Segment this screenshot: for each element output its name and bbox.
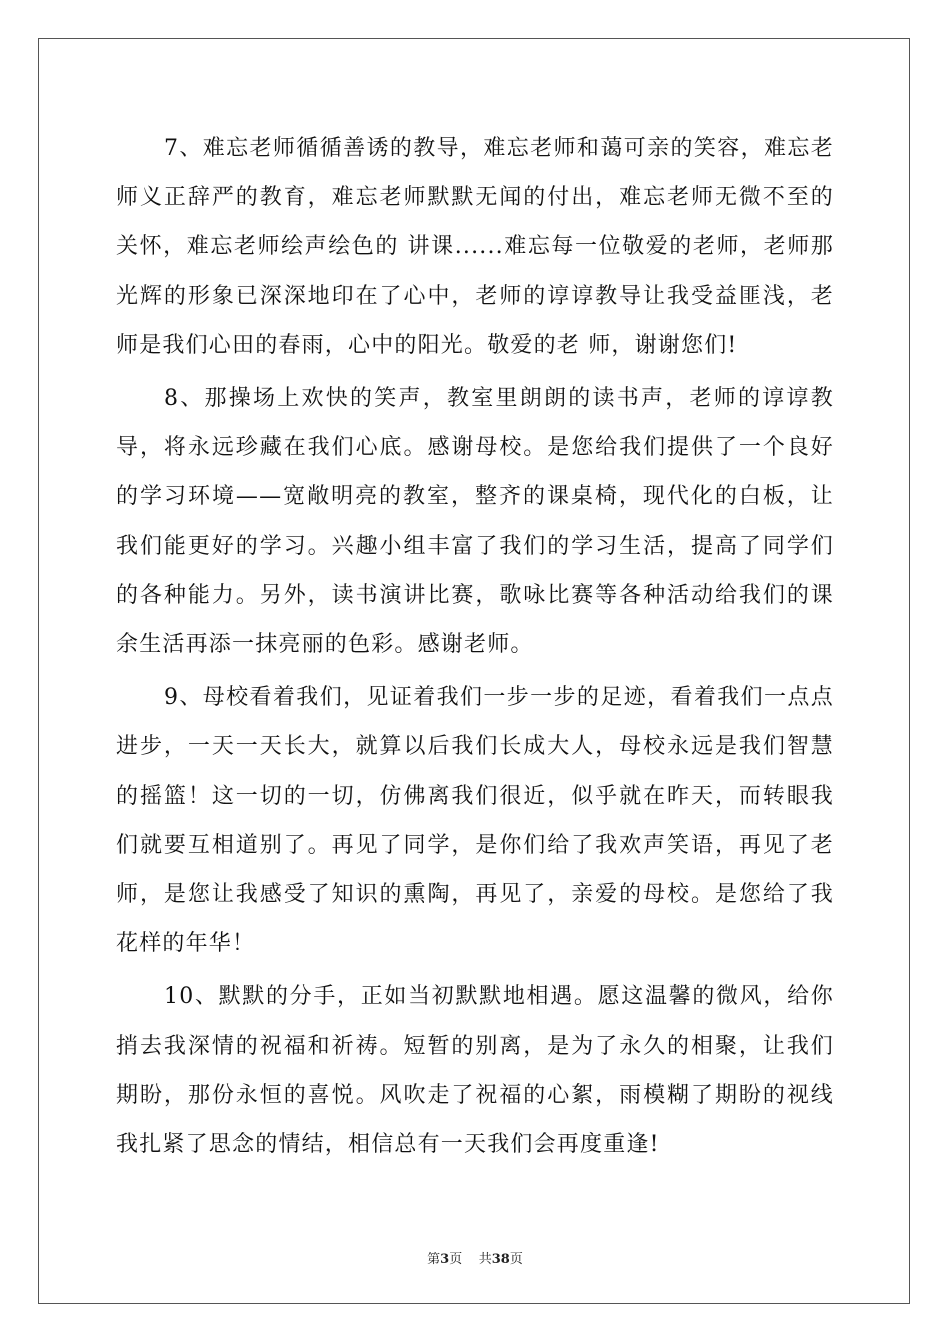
document-body <box>116 124 834 1173</box>
footer-total-prefix: 共 <box>478 1252 492 1267</box>
page-footer <box>0 1248 950 1267</box>
footer-page-prefix: 第 <box>427 1252 441 1267</box>
footer-page-number: 3 <box>440 1252 450 1267</box>
paragraph-9: 9、母校看着我们，见证着我们一步一步的足迹，看着我们一点点进步，一天一天长大，就算以后我们长成大人，母校永远是我们智慧的摇篮！这一切的一切，仿佛离我们很近，似乎就在昨天，而转眼我们就要互相道别了。再见了同学，是你们给了我欢声笑语，再见了老师，是您让我感受了知识的熏陶，再见了，亲爱的母校。是您给了我花样的年华！ <box>116 685 834 957</box>
paragraph-10: 10、默默的分手，正如当初默默地相遇。愿这温馨的微风，给你捎去我深情的祝福和祈祷。短暂的别离，是为了永久的相聚，让我们期盼，那份永恒的喜悦。风吹走了祝福的心絮，雨模糊了期盼的视线我扎紧了思念的情结，相信总有一天我们会再度重逢! <box>116 984 834 1158</box>
footer-total-pages: 38 <box>491 1252 510 1267</box>
footer-page-suffix: 页 <box>449 1252 463 1267</box>
paragraph-8: 8、那操场上欢快的笑声，教室里朗朗的读书声，老师的谆谆教导，将永远珍藏在我们心底。感谢母校。是您给我们提供了一个良好的学习环境——宽敞明亮的教室，整齐的课桌椅，现代化的白板，让我们能更好的学习。兴趣小组丰富了我们的学习生活，提高了同学们的各种能力。另外，读书演讲比赛，歌咏比赛等各种活动给我们的课余生活再添一抹亮丽的色彩。感谢老师。 <box>116 386 834 658</box>
footer-total-suffix: 页 <box>509 1252 523 1267</box>
paragraph-7: 7、难忘老师循循善诱的教导，难忘老师和蔼可亲的笑容，难忘老师义正辞严的教育，难忘老师默默无闻的付出，难忘老师无微不至的关怀，难忘老师绘声绘色的 讲课......难忘每一位敬爱的老师，老师那光辉的形象已深深地印在了心中，老师的谆谆教导让我受益匪浅，老师是我们心田的春雨，心中的阳光。敬爱的老 师，谢谢您们! <box>116 136 834 358</box>
